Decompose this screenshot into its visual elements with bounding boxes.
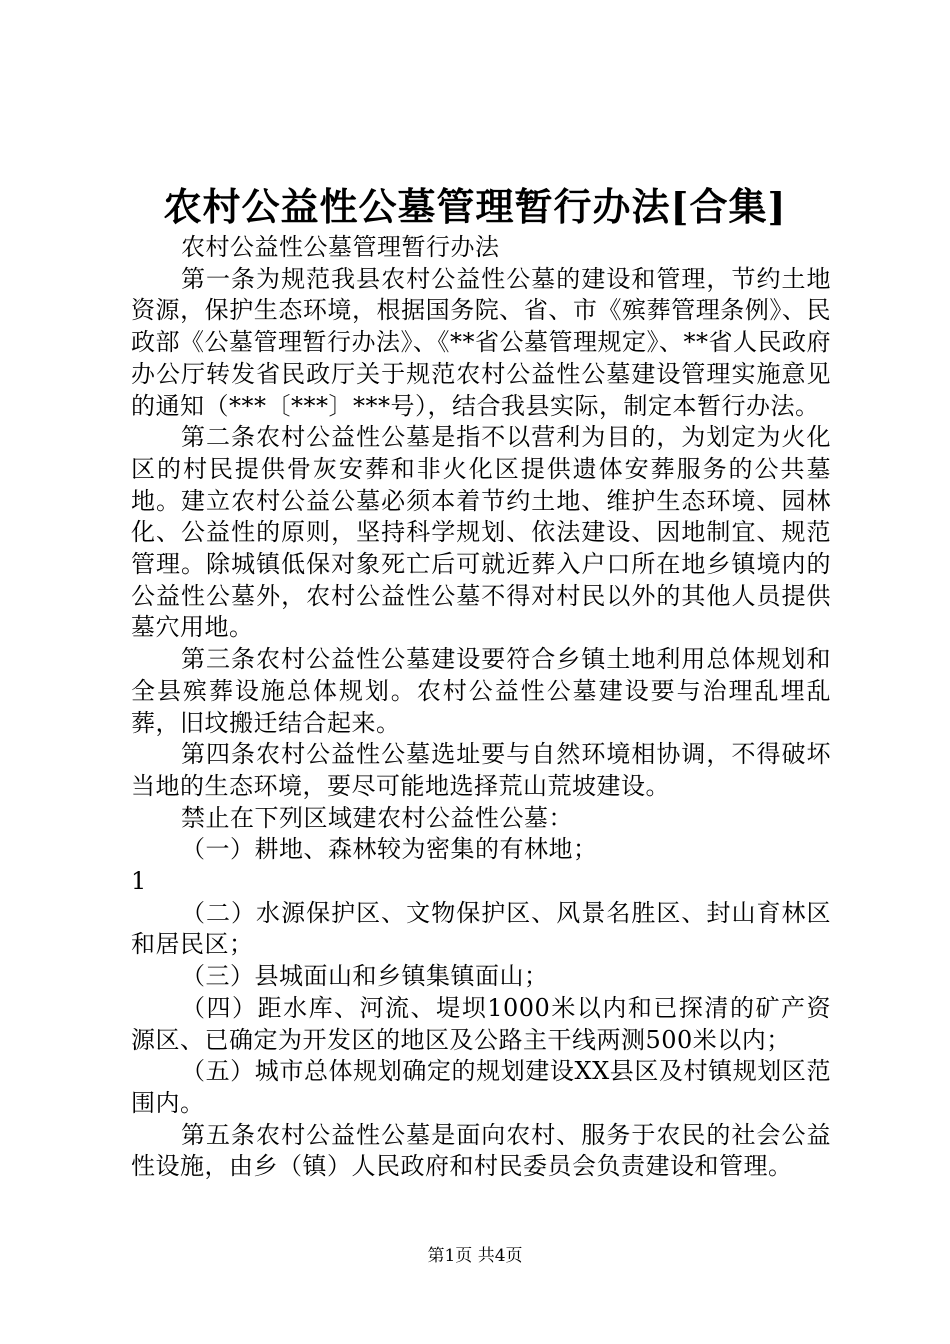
document-subtitle: 农村公益性公墓管理暂行办法	[181, 233, 500, 261]
page-footer: 第1页 共4页	[427, 1246, 523, 1266]
list-item-3: （三）县城面山和乡镇集镇面山；	[181, 962, 549, 991]
paragraph-article-1: 第一条为规范我县农村公益性公墓的建设和管理，节约土地资源，保护生态环境，根据国务院、省、市《殡葬管理条例》、民政部《公墓管理暂行办法》、《**省公墓管理规定》、**省人民政府办公厅转发省民政厅关于规范农村公益性公墓建设管理实施意见的通知（***〔***〕***号），结合我县实际，制定本暂行办法。	[131, 264, 831, 420]
paragraph-article-2: 第二条农村公益性公墓是指不以营利为目的，为划定为火化区的村民提供骨灰安葬和非火化区提供遗体安葬服务的公共墓地。建立农村公益公墓必须本着节约土地、维护生态环境、园林化、公益性的原则，坚持科学规划、依法建设、因地制宜、规范管理。除城镇低保对象死亡后可就近葬入户口所在地乡镇境内的公益性公墓外，农村公益性公墓不得对村民以外的其他人员提供墓穴用地。	[131, 423, 831, 642]
inline-page-number: 1	[131, 867, 147, 896]
paragraph-article-3: 第三条农村公益性公墓建设要符合乡镇土地利用总体规划和全县殡葬设施总体规划。农村公益性公墓建设要与治理乱埋乱葬，旧坟搬迁结合起来。	[131, 645, 831, 737]
document-title: 农村公益性公墓管理暂行办法[合集]	[163, 184, 787, 229]
document-body	[131, 232, 831, 1183]
paragraph-prohibited-areas: 禁止在下列区域建农村公益性公墓：	[181, 803, 573, 832]
paragraph-article-4: 第四条农村公益性公墓选址要与自然环境相协调，不得破坏当地的生态环境，要尽可能地选择荒山荒坡建设。	[131, 740, 831, 800]
list-item-2: （二）水源保护区、文物保护区、风景名胜区、封山育林区和居民区；	[131, 898, 831, 959]
list-item-5: （五）城市总体规划确定的规划建设XX县区及村镇规划区范围内。	[131, 1057, 831, 1117]
list-item-1: （一）耕地、森林较为密集的有林地；	[181, 835, 598, 864]
paragraph-article-5: 第五条农村公益性公墓是面向农村、服务于农民的社会公益性设施，由乡（镇）人民政府和村民委员会负责建设和管理。	[131, 1120, 831, 1181]
list-item-4: （四）距水库、河流、堤坝1000米以内和已探清的矿产资源区、已确定为开发区的地区及公路主干线两测500米以内；	[131, 993, 831, 1054]
